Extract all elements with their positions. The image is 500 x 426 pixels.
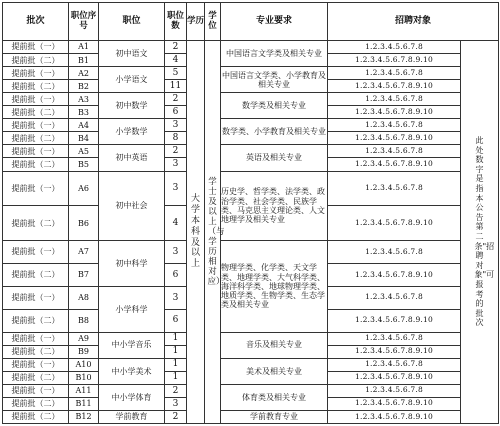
target-cell: 1.2.3.4.5.6.7.8.9.10: [328, 345, 461, 358]
position-cell: 初中英语: [99, 145, 165, 171]
count-cell: 2: [165, 384, 187, 397]
batch-cell: 提前批（一）: [3, 384, 69, 397]
position-cell: 小学科学: [99, 286, 165, 332]
header-code: 职位序号: [69, 3, 99, 41]
table-row: [3, 410, 499, 423]
code-cell: B1: [69, 54, 99, 67]
table-row: [3, 358, 499, 371]
code-cell: B2: [69, 80, 99, 93]
target-cell: 1.2.3.4.5.6.7.8: [328, 358, 461, 371]
count-cell: 4: [165, 206, 187, 241]
code-cell: B3: [69, 106, 99, 119]
header-row: [3, 3, 499, 41]
position-cell: 初中科学: [99, 241, 165, 287]
degree-cell: [205, 41, 225, 424]
table-row: [3, 384, 499, 397]
target-cell: 1.2.3.4.5.6.7.8: [328, 145, 461, 158]
target-cell: 1.2.3.4.5.6.7.8.9.10: [328, 80, 461, 93]
header-position: 职位: [99, 3, 165, 41]
code-cell: B6: [69, 206, 99, 241]
batch-cell: 提前批（二）: [3, 54, 69, 67]
code-cell: B9: [69, 345, 99, 358]
count-cell: 3: [165, 241, 187, 264]
batch-cell: 提前批（一）: [3, 241, 69, 264]
code-cell: A10: [69, 358, 99, 371]
batch-cell: 提前批（二）: [3, 345, 69, 358]
code-cell: B12: [69, 410, 99, 423]
batch-cell: 提前批（二）: [3, 410, 69, 423]
batch-cell: 提前批（二）: [3, 158, 69, 171]
batch-cell: 提前批（一）: [3, 67, 69, 80]
code-cell: B10: [69, 371, 99, 384]
count-cell: 3: [165, 286, 187, 309]
header-target: 招聘对象: [328, 3, 499, 41]
batch-cell: 提前批（一）: [3, 41, 69, 54]
code-cell: B11: [69, 397, 99, 410]
major-cell: 历史学、哲学类、法学类、政治学类、社会学类、民族学类、马克思主义理论类、人文地理学及相关专业: [221, 171, 328, 241]
note-cell: [461, 41, 499, 424]
code-cell: B7: [69, 263, 99, 286]
position-cell: 小学数学: [99, 119, 165, 145]
code-cell: A8: [69, 286, 99, 309]
batch-cell: 提前批（一）: [3, 286, 69, 309]
position-cell: 学前教育: [99, 410, 165, 423]
code-cell: A5: [69, 145, 99, 158]
note-text: 此处数字是指本公告第二条"招聘对象"可报考的批次: [474, 136, 495, 328]
target-cell: 1.2.3.4.5.6.7.8: [328, 384, 461, 397]
count-cell: 3: [165, 158, 187, 171]
position-cell: 中小学美术: [99, 358, 165, 384]
target-cell: 1.2.3.4.5.6.7.8.9.10: [328, 371, 461, 384]
target-cell: 1.2.3.4.5.6.7.8: [328, 241, 461, 264]
major-cell: 美术及相关专业: [221, 358, 328, 384]
major-cell: 英语及相关专业: [221, 145, 328, 171]
count-cell: 1: [165, 371, 187, 384]
target-cell: 1.2.3.4.5.6.7.8.9.10: [328, 132, 461, 145]
target-cell: 1.2.3.4.5.6.7.8: [328, 119, 461, 132]
count-cell: 5: [165, 67, 187, 80]
target-cell: 1.2.3.4.5.6.7.8: [328, 171, 461, 206]
code-cell: B5: [69, 158, 99, 171]
target-cell: 1.2.3.4.5.6.7.8.9.10: [328, 106, 461, 119]
position-cell: 初中语文: [99, 41, 165, 67]
target-cell: 1.2.3.4.5.6.7.8.9.10: [328, 206, 461, 241]
major-cell: 中国语言文学类、小学教育及相关专业: [221, 67, 328, 93]
major-cell: 中国语言文学类及相关专业: [221, 41, 328, 67]
target-cell: 1.2.3.4.5.6.7.8: [328, 41, 461, 54]
batch-cell: 提前批（二）: [3, 80, 69, 93]
header-count: 职位数: [165, 3, 187, 41]
count-cell: 1: [165, 345, 187, 358]
batch-cell: 提前批（一）: [3, 171, 69, 206]
code-cell: A4: [69, 119, 99, 132]
batch-cell: 提前批（二）: [3, 263, 69, 286]
table-row: [3, 41, 499, 54]
table-row: [3, 145, 499, 158]
count-cell: 1: [165, 332, 187, 345]
count-cell: 6: [165, 263, 187, 286]
target-cell: 1.2.3.4.5.6.7.8: [328, 286, 461, 309]
education-text: 大学本科及以上: [190, 193, 200, 270]
target-cell: 1.2.3.4.5.6.7.8: [328, 67, 461, 80]
batch-cell: 提前批（二）: [3, 397, 69, 410]
batch-cell: 提前批（二）: [3, 206, 69, 241]
batch-cell: 提前批（一）: [3, 358, 69, 371]
target-cell: 1.2.3.4.5.6.7.8.9.10: [328, 158, 461, 171]
position-cell: 小学语文: [99, 67, 165, 93]
degree-text: 学士及以上（与学历相对应）: [207, 176, 225, 288]
header-major: 专业要求: [221, 3, 328, 41]
table-row: [3, 67, 499, 80]
header-batch: 批次: [3, 3, 69, 41]
count-cell: 3: [165, 397, 187, 410]
code-cell: A7: [69, 241, 99, 264]
count-cell: 6: [165, 309, 187, 332]
code-cell: A11: [69, 384, 99, 397]
count-cell: 4: [165, 54, 187, 67]
target-cell: 1.2.3.4.5.6.7.8: [328, 332, 461, 345]
count-cell: 8: [165, 132, 187, 145]
header-degree: 学位: [205, 3, 221, 41]
code-cell: A2: [69, 67, 99, 80]
target-cell: 1.2.3.4.5.6.7.8.9.10: [328, 397, 461, 410]
code-cell: A9: [69, 332, 99, 345]
batch-cell: 提前批（一）: [3, 332, 69, 345]
count-cell: 6: [165, 106, 187, 119]
table-row: [3, 241, 499, 264]
target-cell: 1.2.3.4.5.6.7.8.9.10: [328, 54, 461, 67]
target-cell: 1.2.3.4.5.6.7.8.9.10: [328, 309, 461, 332]
education-cell: [187, 41, 205, 424]
target-cell: 1.2.3.4.5.6.7.8: [328, 93, 461, 106]
count-cell: 1: [165, 358, 187, 371]
batch-cell: 提前批（二）: [3, 132, 69, 145]
major-cell: 学前教育专业: [221, 410, 328, 423]
table-row: [3, 93, 499, 106]
major-cell: 数学类及相关专业: [221, 93, 328, 119]
batch-cell: 提前批（二）: [3, 371, 69, 384]
batch-cell: 提前批（二）: [3, 106, 69, 119]
batch-cell: 提前批（一）: [3, 119, 69, 132]
position-cell: 初中数学: [99, 93, 165, 119]
position-cell: 中小学体育: [99, 384, 165, 410]
header-education: 学历: [187, 3, 205, 41]
target-cell: 1.2.3.4.5.6.7.8.9.10: [328, 410, 461, 423]
major-cell: 物理学类、化学类、天文学类、地理学类、大气科学类、海洋科学类、地球物理学类、地质学类、生物学类、生态学类及相关专业: [221, 241, 328, 332]
count-cell: 2: [165, 410, 187, 423]
code-cell: B8: [69, 309, 99, 332]
code-cell: A1: [69, 41, 99, 54]
major-cell: 音乐及相关专业: [221, 332, 328, 358]
code-cell: B4: [69, 132, 99, 145]
code-cell: A3: [69, 93, 99, 106]
count-cell: 3: [165, 119, 187, 132]
count-cell: 2: [165, 145, 187, 158]
target-cell: 1.2.3.4.5.6.7.8.9.10: [328, 263, 461, 286]
count-cell: 2: [165, 41, 187, 54]
count-cell: 3: [165, 171, 187, 206]
count-cell: 11: [165, 80, 187, 93]
count-cell: 2: [165, 93, 187, 106]
table-row: [3, 332, 499, 345]
batch-cell: 提前批（一）: [3, 145, 69, 158]
batch-cell: 提前批（二）: [3, 309, 69, 332]
major-cell: 数学类、小学教育及相关专业: [221, 119, 328, 145]
position-cell: 中小学音乐: [99, 332, 165, 358]
batch-cell: 提前批（一）: [3, 93, 69, 106]
code-cell: A6: [69, 171, 99, 206]
position-cell: 初中社会: [99, 171, 165, 241]
recruitment-table: [2, 2, 499, 424]
table-row: [3, 119, 499, 132]
table-row: [3, 171, 499, 206]
major-cell: 体育类及相关专业: [221, 384, 328, 410]
